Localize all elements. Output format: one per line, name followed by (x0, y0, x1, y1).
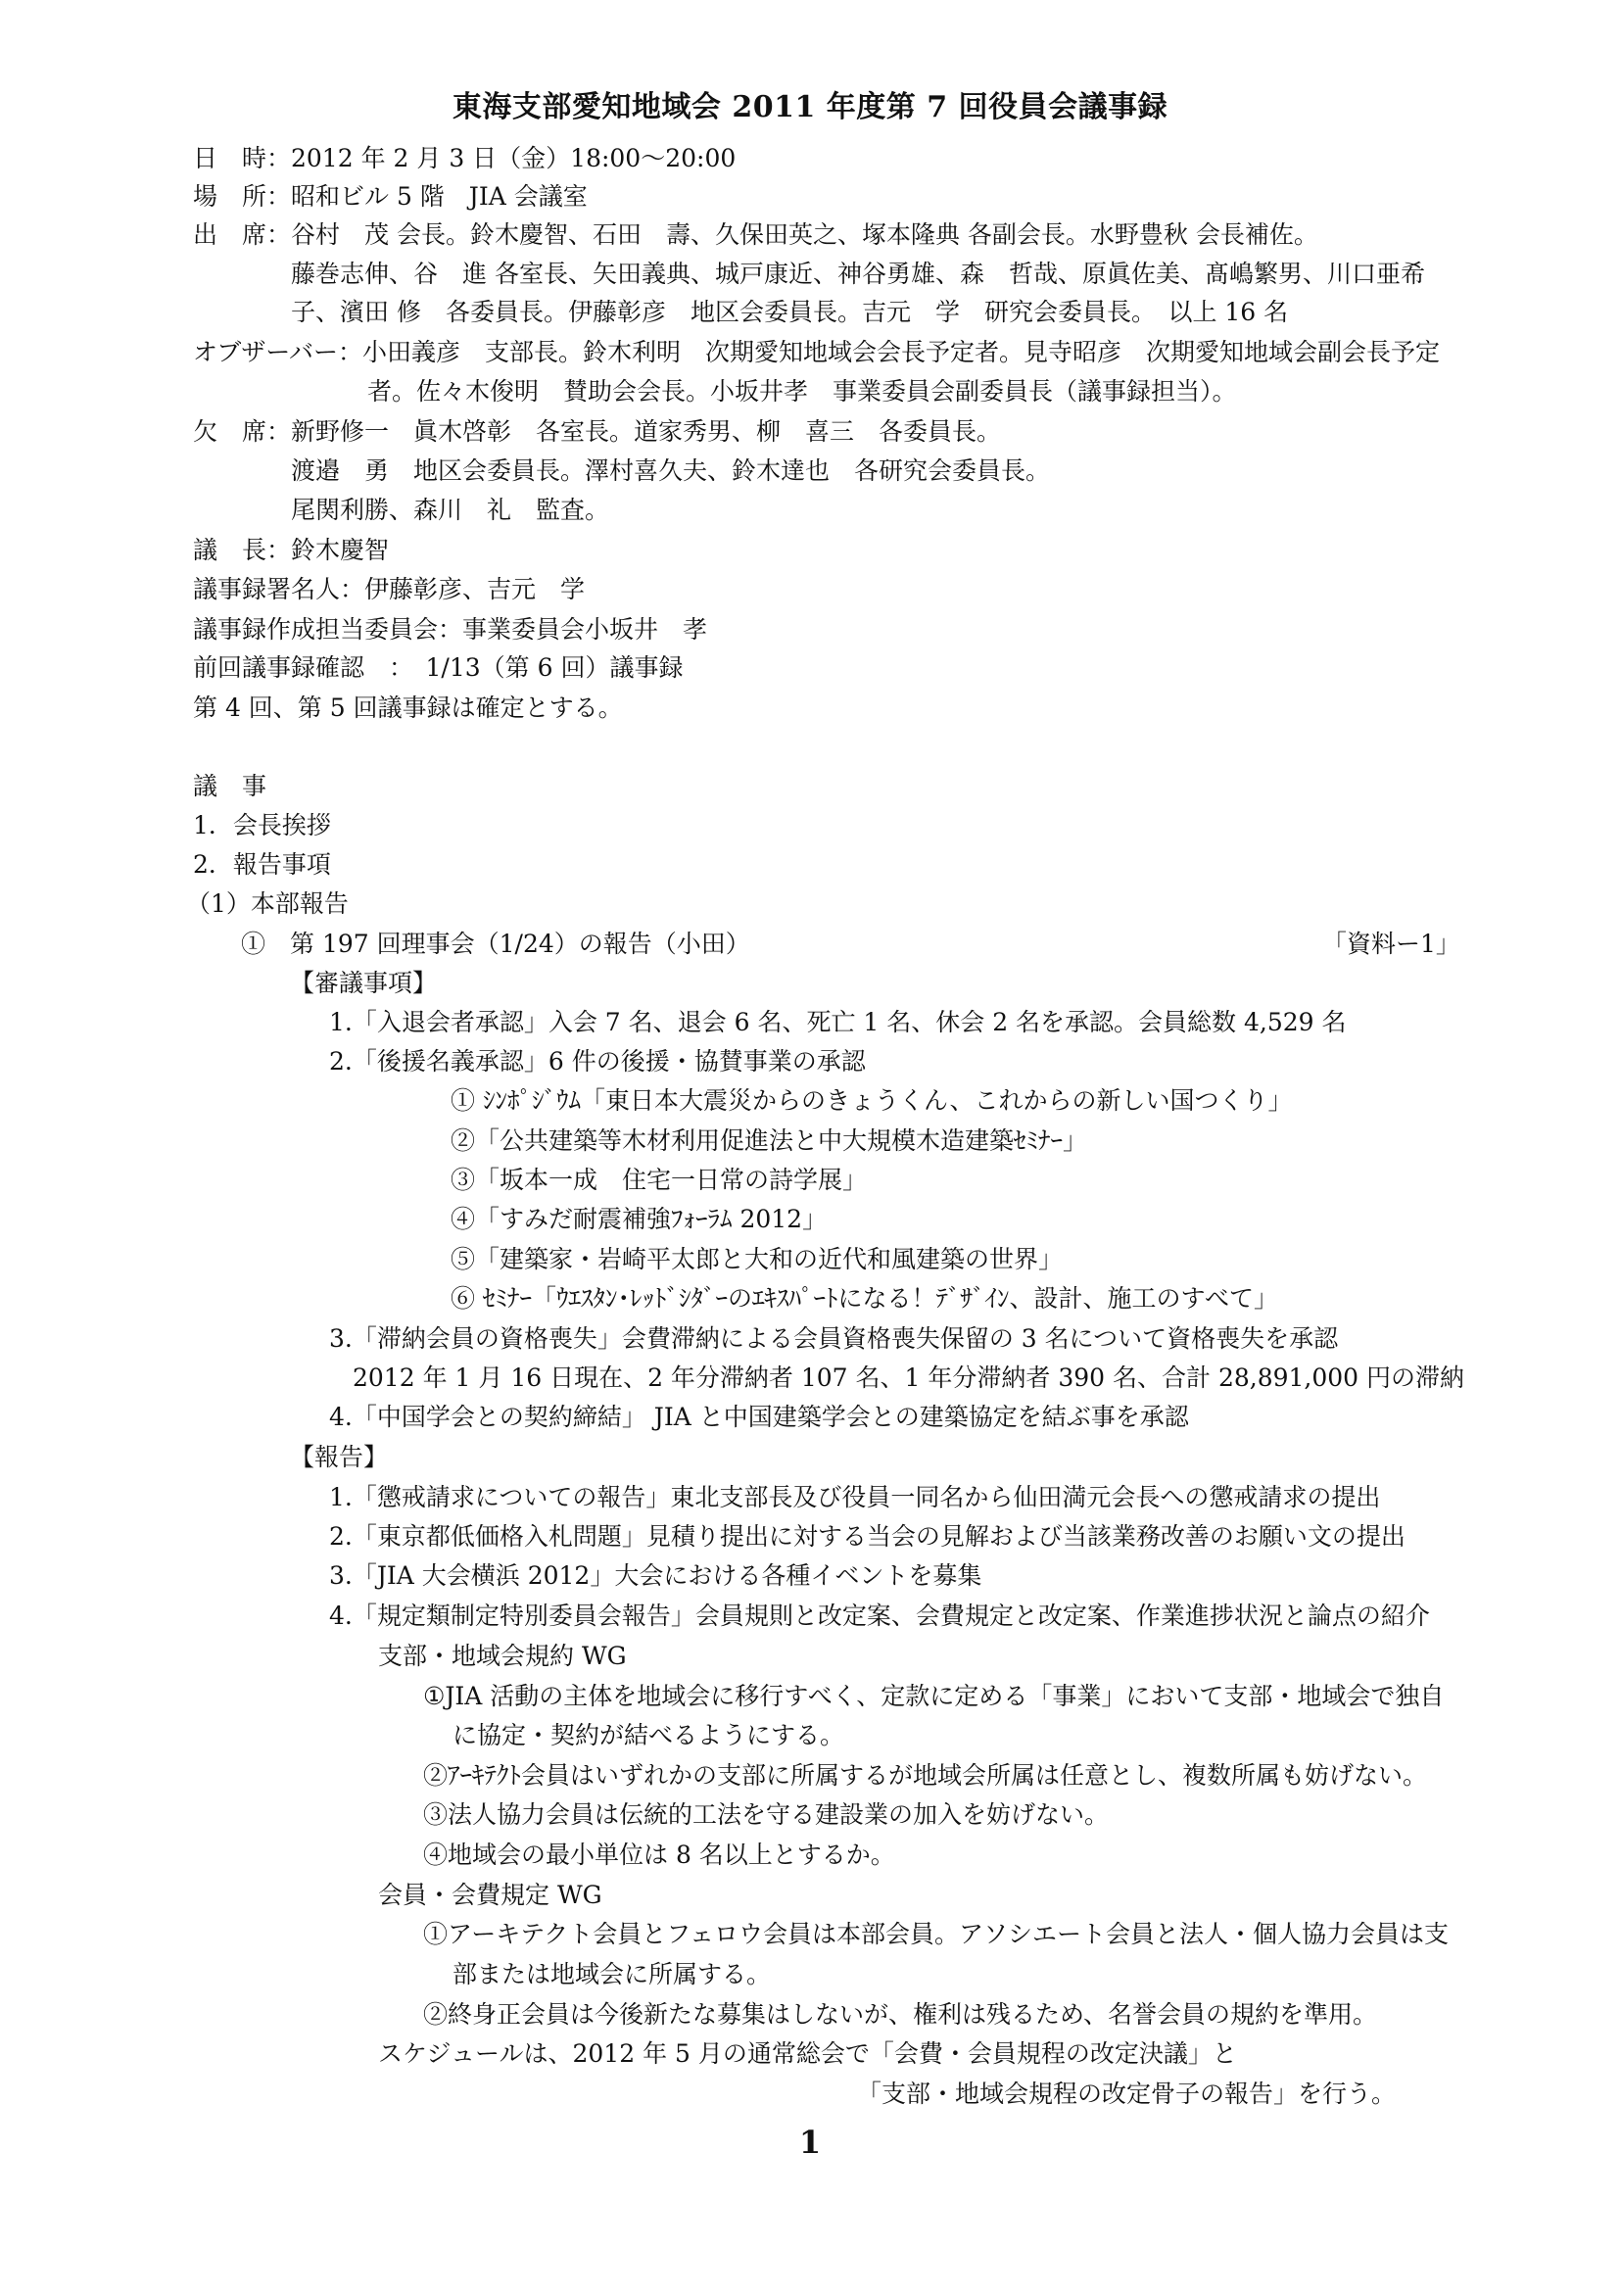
arrears-note: 2012 年 1 月 16 日現在、2 年分滞納者 107 名、1 年分滞納者 390 名、合計 28,891,000 円の滞納 (353, 1363, 1465, 1392)
report-3: 3.「JIA 大会横浜 2012」大会における各種イベントを募集 (329, 1561, 982, 1590)
absentees-line-3: 尾関利勝、森川 礼 監査。 (291, 496, 610, 524)
observers-line-1: オブザーバー：小田義彦 支部長。鈴木利明 次期愛知地域会会長予定者。見寺昭彦 次期愛知地域会副会長予定 (193, 338, 1441, 366)
deliberation-4: 4.「中国学会との契約締結」 JIA と中国建築学会との建築協定を結ぶ事を承認 (329, 1403, 1189, 1431)
report-1: 1.「懲戒請求についての報告」東北支部長及び役員一同名から仙田満元会長への懲戒請求の提出 (329, 1483, 1381, 1511)
wg-member-item: 部または地域会に所属する。 (453, 1960, 772, 1988)
wg-branch-item: ②ｱｰｷﾃｸﾄ会員はいずれかの支部に所属するが地域会所属は任意とし、複数所属も妨げない。 (423, 1761, 1428, 1790)
attendees-line-3: 子、濱田 修 各委員長。伊藤彰彦 地区会委員長。吉元 学 研究会委員長。 以上 16 名 (291, 298, 1289, 326)
document-title: 東海支部愛知地域会 2011 年度第 7 回役員会議事録 (452, 90, 1168, 124)
sponsorship-item: ① ｼﾝﾎﾟｼﾞｳﾑ「東日本大震災からのきょうくん、これからの新しい国つくり」 (451, 1086, 1293, 1115)
report-heading: 【報告】 (290, 1443, 389, 1471)
schedule-line-1: スケジュールは、2012 年 5 月の通常総会で「会費・会員規程の改定決議」と (378, 2039, 1237, 2068)
schedule-line-2: 「支部・地域会規程の改定骨子の報告」を行う。 (857, 2080, 1397, 2108)
deliberation-3: 3.「滞納会員の資格喪失」会費滞納による会員資格喪失保留の 3 名について資格喪失を承認 (329, 1324, 1339, 1353)
deliberation-1: 1.「入退会者承認」入会 7 名、退会 6 名、死亡 1 名、休会 2 名を承認。会員総数 4,529 名 (329, 1008, 1347, 1036)
meeting-place: 場 所：昭和ビル 5 階 JIA 会議室 (193, 182, 588, 211)
previous-minutes: 前回議事録確認 ： 1/13（第 6 回）議事録 (193, 653, 684, 682)
absentees-line-2: 渡邉 勇 地区会委員長。澤村喜久夫、鈴木達也 各研究会委員長。 (291, 456, 1051, 485)
subsection-hq-report: （1）本部報告 (186, 889, 349, 918)
wg-member-item: ①アーキテクト会員とフェロウ会員は本部会員。アソシエート会員と法人・個人協力会員は支 (423, 1920, 1450, 1948)
material-reference: 「資料ー1」 (1322, 930, 1460, 958)
agenda-item-1: 1．会長挨拶 (193, 811, 331, 839)
attendees-line-1: 出 席：谷村 茂 会長。鈴木慶智、石田 壽、久保田英之、塚本隆典 各副会長。水野豊秋 会長補佐。 (193, 220, 1318, 249)
wg-branch-item: に協定・契約が結べるようにする。 (453, 1721, 845, 1749)
deliberation-2: 2.「後援名義承認」6 件の後援・協賛事業の承認 (329, 1047, 866, 1076)
deliberation-heading: 【審議事項】 (290, 969, 438, 997)
meeting-datetime: 日 時：2012 年 2 月 3 日（金）18:00〜20:00 (193, 144, 737, 172)
minutes-committee: 議事録作成担当委員会：事業委員会小坂井 孝 (193, 615, 708, 644)
report-4: 4.「規定類制定特別委員会報告」会員規則と改定案、会費規定と改定案、作業進捗状況と論点の紹介 (329, 1602, 1430, 1630)
sponsorship-item: ②「公共建築等木材利用促進法と中大規模木造建築ｾﾐﾅｰ」 (451, 1126, 1088, 1155)
agenda-heading: 議 事 (193, 772, 267, 800)
sponsorship-item: ④「すみだ耐震補強ﾌｫｰﾗﾑ 2012」 (451, 1205, 828, 1233)
agenda-item-2: 2．報告事項 (193, 850, 331, 879)
chairperson: 議 長：鈴木慶智 (193, 536, 390, 564)
wg-branch-rules: 支部・地域会規約 WG (378, 1642, 627, 1670)
absentees-line-1: 欠 席：新野修一 眞木啓彰 各室長。道家秀男、柳 喜三 各委員長。 (193, 417, 1002, 446)
minutes-signers: 議事録署名人：伊藤彰彦、吉元 学 (193, 575, 586, 603)
page-number: 1 (798, 2124, 822, 2161)
wg-member-item: ②終身正会員は今後新たな募集はしないが、権利は残るため、名誉会員の規約を準用。 (423, 2000, 1378, 2029)
wg-branch-item: ①JIA 活動の主体を地域会に移行すべく、定款に定める「事業」において支部・地域会で独自 (423, 1682, 1445, 1710)
board-meeting-report: ① 第 197 回理事会（1/24）の報告（小田） (241, 930, 750, 958)
wg-member-fees: 会員・会費規定 WG (378, 1881, 602, 1909)
observers-line-2: 者。佐々木俊明 賛助会会長。小坂井孝 事業委員会副委員長（議事録担当）。 (367, 377, 1237, 406)
sponsorship-item: ⑤「建築家・岩崎平太郎と大和の近代和風建築の世界」 (451, 1245, 1064, 1273)
sponsorship-item: ⑥ ｾﾐﾅｰ「ｳｴｽﾀﾝ･ﾚｯﾄﾞｼﾀﾞｰのｴｷｽﾊﾟｰﾄになる！ﾃﾞｻﾞｲﾝ、設計、施工のすべて」 (451, 1284, 1278, 1313)
wg-branch-item: ④地域会の最小単位は 8 名以上とするか。 (423, 1841, 895, 1869)
attendees-line-2: 藤巻志伸、谷 進 各室長、矢田義典、城戸康近、神谷勇雄、森 哲哉、原眞佐美、髙嶋繁男、川口亜希 (291, 260, 1425, 288)
wg-branch-item: ③法人協力会員は伝統的工法を守る建設業の加入を妨げない。 (423, 1800, 1110, 1829)
sponsorship-item: ③「坂本一成 住宅一日常の詩学展」 (451, 1166, 868, 1194)
minutes-confirmed: 第 4 回、第 5 回議事録は確定とする。 (193, 694, 623, 722)
report-2: 2.「東京都低価格入札問題」見積り提出に対する当会の見解および当該業務改善のお願い文の提出 (329, 1522, 1406, 1551)
